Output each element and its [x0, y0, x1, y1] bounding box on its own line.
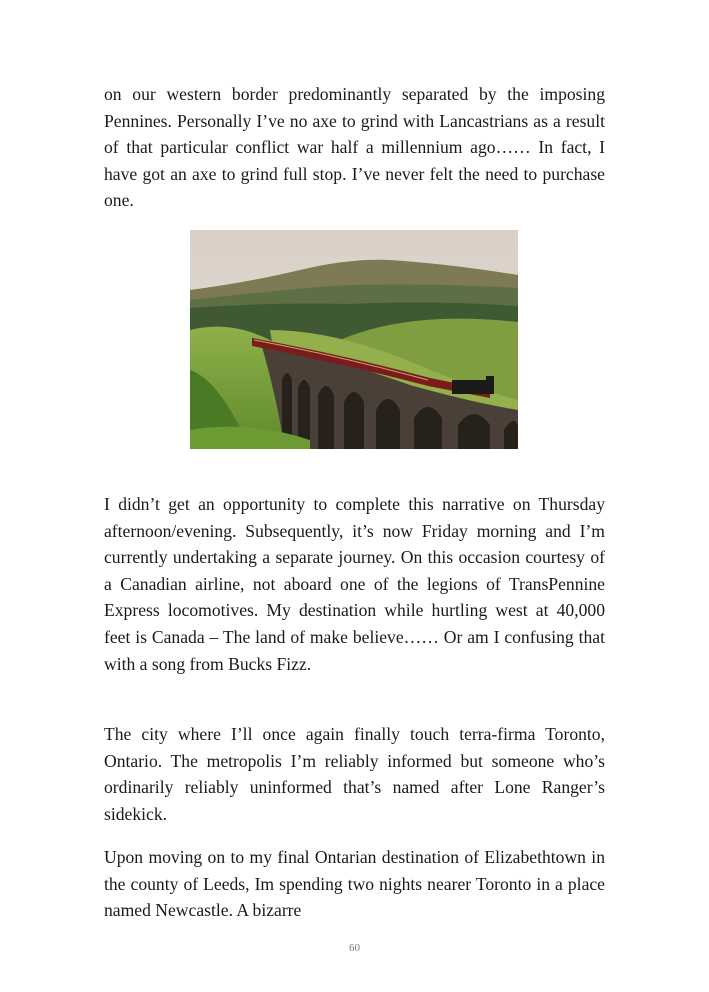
page-number: 60 [349, 942, 360, 954]
body-paragraph-2: I didn’t get an opportunity to complete this narrative on Thursday afternoon/evening. Subsequently, it’s now Friday morning and I’m currently undertaking a separate journey. On this occasion courtesy of a Canadian airline, not aboard one of the legions of TransPennine Express locomotives. My destination while hurtling west at 40,000 feet is Canada – The land of make believe…… Or am I confusing that with a song from Bucks Fizz. [104, 494, 605, 674]
viaduct-steam-train-photo [190, 230, 518, 449]
body-paragraph-1: on our western border predominantly separated by the imposing Pennines. Personally I’ve no axe to grind with Lancastrians as a result of that particular conflict war half a millennium ago…… In fact, I have got an axe to grind full stop. I’ve never felt the need to purchase one. [104, 84, 605, 211]
body-paragraph-3: The city where I’ll once again finally touch terra-firma Toronto, Ontario. The metropolis I’m reliably informed but someone who’s ordinarily reliably uninformed that’s named after Lone Ranger’s sidekick. [104, 724, 605, 824]
body-paragraph-4: Upon moving on to my final Ontarian destination of Elizabethtown in the county of Leeds, Im spending two nights nearer Toronto in a place named Newcastle. A bizarre [104, 847, 605, 921]
